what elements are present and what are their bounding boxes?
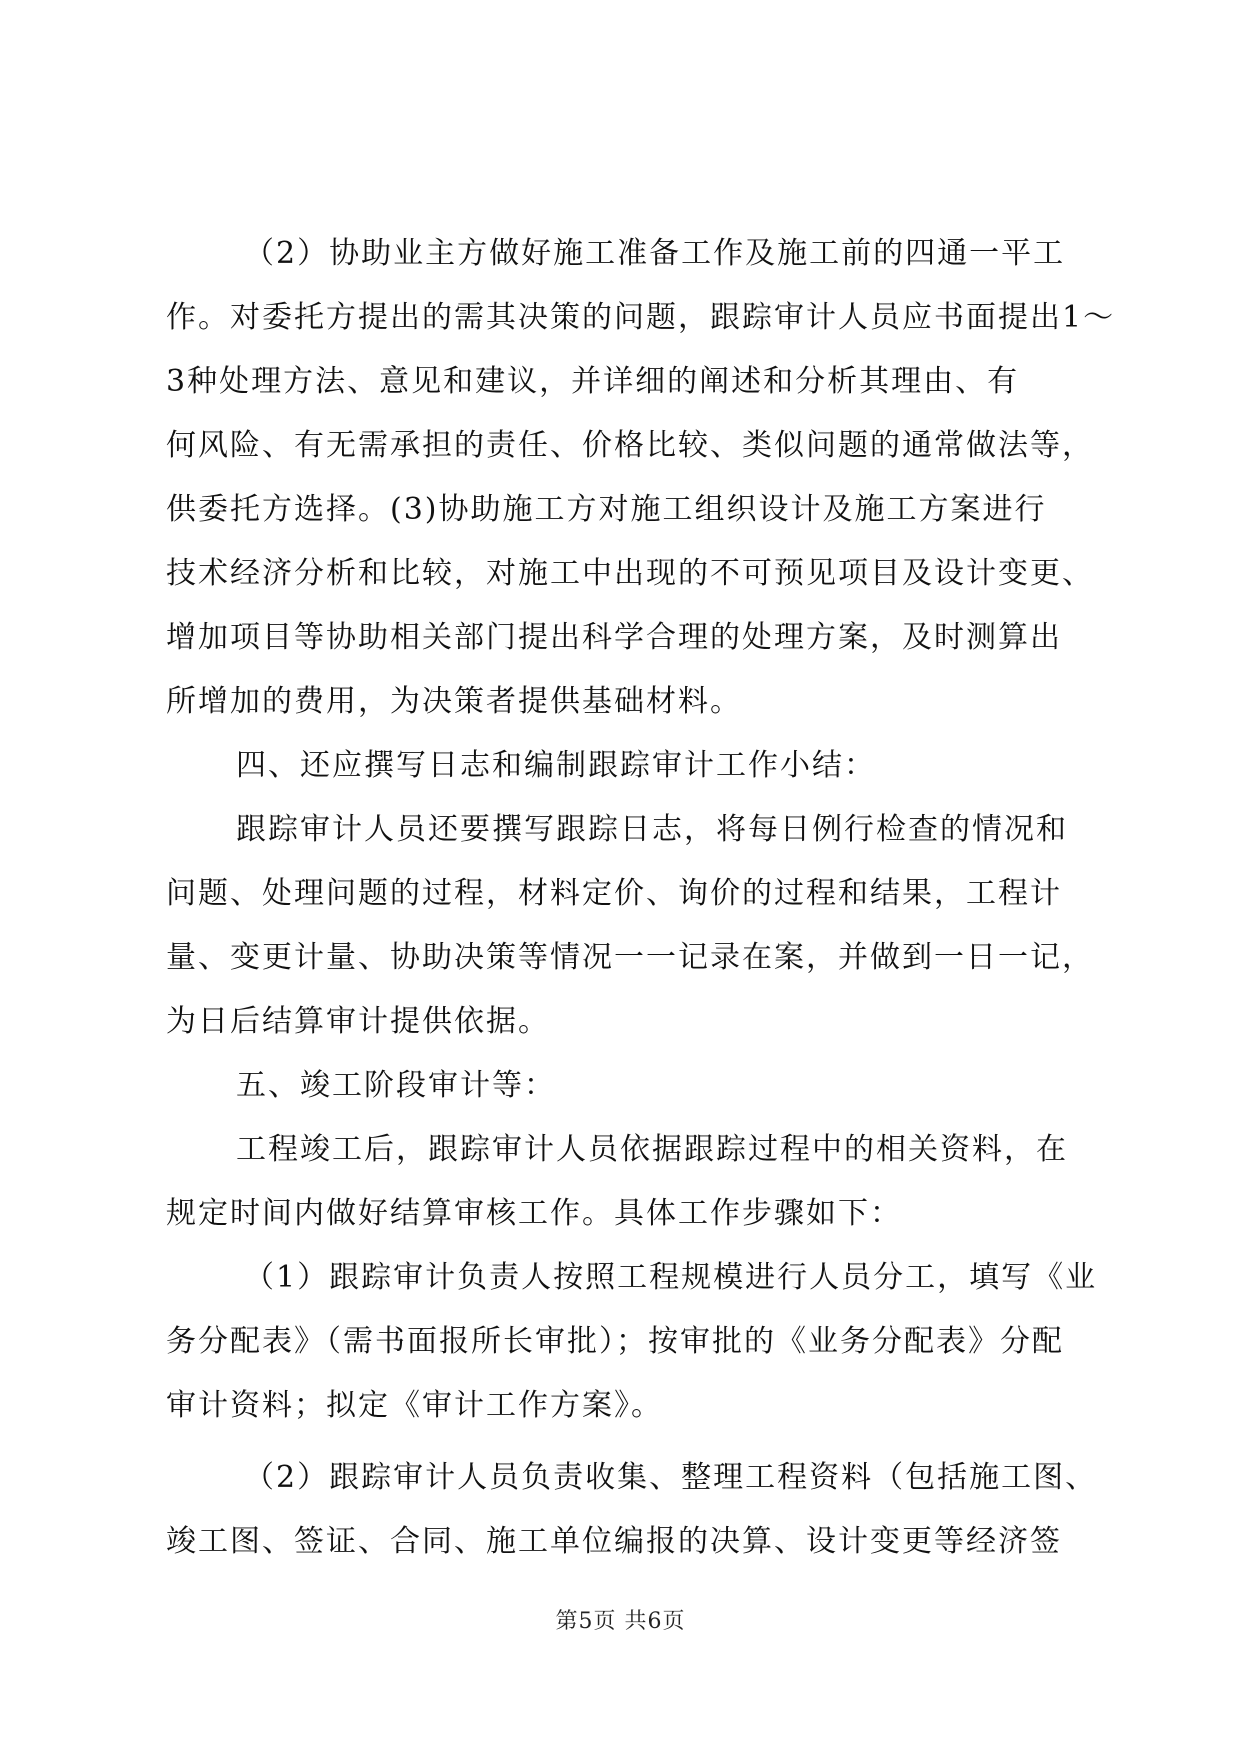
paragraph-line: 3种处理方法、意见和建议，并详细的阐述和分析其理由、有 [166,364,1020,399]
paragraph-line: 增加项目等协助相关部门提出科学合理的处理方案，及时测算出 [166,620,1062,655]
paragraph-line: （2）协助业主方做好施工准备工作及施工前的四通一平工 [244,236,1066,271]
page-number-footer: 第5页 共6页 [555,1609,686,1634]
paragraph-line: 何风险、有无需承担的责任、价格比较、类似问题的通常做法等， [166,428,1094,463]
paragraph-line: 务分配表》（需书面报所长审批）；按审批的《业务分配表》分配 [166,1324,1064,1359]
paragraph-line: （2）跟踪审计人员负责收集、整理工程资料（包括施工图、 [244,1460,1098,1495]
paragraph-line: 竣工图、签证、合同、施工单位编报的决算、设计变更等经济签 [166,1524,1062,1559]
paragraph-line: 跟踪审计人员还要撰写跟踪日志，将每日例行检查的情况和 [236,812,1068,847]
paragraph-line: （1）跟踪审计负责人按照工程规模进行人员分工，填写《业 [244,1260,1098,1295]
section-heading: 五、竣工阶段审计等： [236,1068,556,1103]
paragraph-line: 作。对委托方提出的需其决策的问题，跟踪审计人员应书面提出1～ [166,300,1116,335]
paragraph-line: 所增加的费用，为决策者提供基础材料。 [166,684,742,719]
section-heading: 四、还应撰写日志和编制跟踪审计工作小结： [236,748,876,783]
paragraph-line: 审计资料；拟定《审计工作方案》。 [166,1388,663,1423]
paragraph-line: 为日后结算审计提供依据。 [166,1004,550,1039]
paragraph-line: 工程竣工后，跟踪审计人员依据跟踪过程中的相关资料，在 [236,1132,1068,1167]
paragraph-line: 规定时间内做好结算审核工作。具体工作步骤如下： [166,1196,902,1231]
paragraph-line: 供委托方选择。(3)协助施工方对施工组织设计及施工方案进行 [166,492,1047,527]
paragraph-line: 技术经济分析和比较，对施工中出现的不可预见项目及设计变更、 [166,556,1094,591]
paragraph-line: 量、变更计量、协助决策等情况一一记录在案，并做到一日一记， [166,940,1094,975]
body-text [166,222,1116,1574]
paragraph-line: 问题、处理问题的过程，材料定价、询价的过程和结果，工程计 [166,876,1062,911]
